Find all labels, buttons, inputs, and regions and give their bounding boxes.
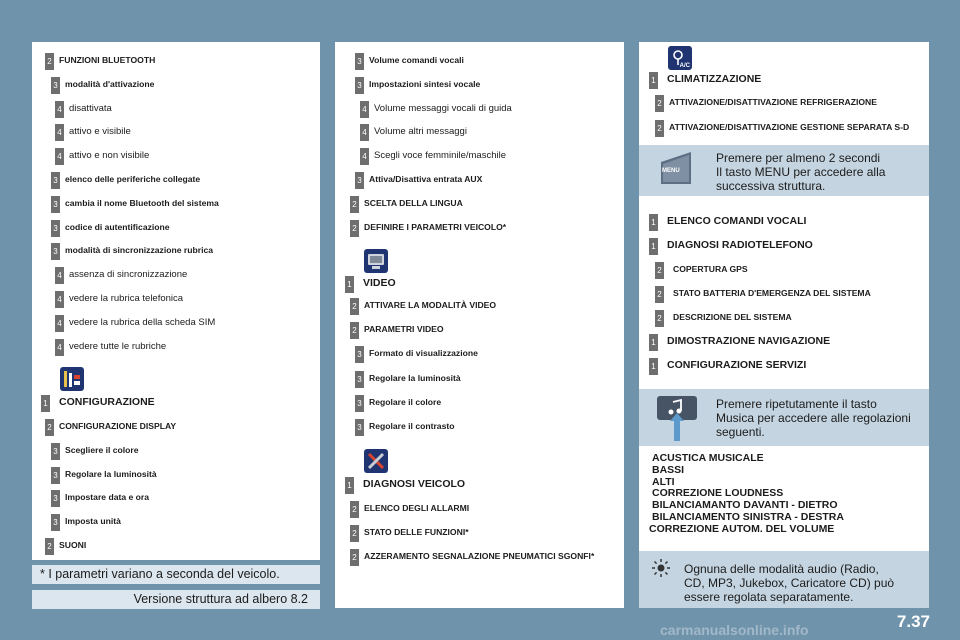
level-badge: 2 <box>655 286 664 303</box>
menu-label: STATO BATTERIA D'EMERGENZA DEL SISTEMA <box>673 288 871 298</box>
level-badge: 1 <box>649 238 658 255</box>
level-badge: 2 <box>350 220 359 237</box>
menu-label: Volume messaggi vocali di guida <box>374 102 512 114</box>
menu-label: Volume altri messaggi <box>374 126 467 138</box>
menu-label: SUONI <box>59 540 87 550</box>
menu-label: DIAGNOSI RADIOTELEFONO <box>667 239 813 251</box>
level-badge: 3 <box>355 419 364 436</box>
level-badge: 1 <box>649 358 658 375</box>
level-badge: 4 <box>55 124 64 141</box>
menu-label: Impostazioni sintesi vocale <box>369 78 481 89</box>
menu-label: Regolare il contrasto <box>369 421 455 431</box>
menu-label: Imposta unità <box>65 516 121 527</box>
menu-label: vedere tutte le rubriche <box>69 340 167 352</box>
audio-setting-item: CORREZIONE AUTOM. DEL VOLUME <box>649 522 835 535</box>
menu-label: Impostare data e ora <box>65 492 150 503</box>
level-badge: 2 <box>350 525 359 542</box>
level-badge: 1 <box>345 477 354 494</box>
menu-label: modalità d'attivazione <box>65 78 155 89</box>
menu-label: DEFINIRE I PARAMETRI VEICOLO* <box>364 221 507 232</box>
menu-label: ATTIVAZIONE/DISATTIVAZIONE GESTIONE SEPARATA S-D <box>669 121 910 132</box>
menu-label: FUNZIONI BLUETOOTH <box>59 55 156 65</box>
level-badge: 3 <box>355 172 364 189</box>
music-key-icon <box>655 393 699 443</box>
menu-label: codice di autentificazione <box>65 221 170 232</box>
level-badge: 4 <box>55 315 64 332</box>
menu-label: SCELTA DELLA LINGUA <box>364 197 463 208</box>
menu-label: PARAMETRI VIDEO <box>364 324 444 335</box>
menu-label: Regolare la luminosità <box>65 468 157 479</box>
menu-label: STATO DELLE FUNZIONI* <box>364 527 469 537</box>
menu-label: ATTIVARE LA MODALITÀ VIDEO <box>364 300 497 310</box>
level-badge: 2 <box>655 120 664 137</box>
level-badge: 1 <box>649 334 658 351</box>
menu-note-line3: successiva struttura. <box>716 179 826 193</box>
level-badge: 3 <box>51 77 60 94</box>
menu-label: Scegliere il colore <box>65 444 139 455</box>
level-badge: 2 <box>655 262 664 279</box>
sun-note-text <box>684 562 894 604</box>
menu-label: ELENCO COMANDI VOCALI <box>667 215 807 227</box>
level-badge: 4 <box>55 291 64 308</box>
menu-label: DIMOSTRAZIONE NAVIGAZIONE <box>667 335 831 347</box>
version-label: Versione struttura ad albero 8.2 <box>32 590 320 609</box>
menu-label: Formato di visualizzazione <box>369 348 478 359</box>
audio-setting-item: BILANCIAMANTO DAVANTI - DIETRO <box>652 499 838 512</box>
menu-label: CONFIGURAZIONE DISPLAY <box>59 421 177 431</box>
audio-setting-item: BASSI <box>652 463 685 476</box>
level-badge: 1 <box>649 214 658 231</box>
menu-label: COPERTURA GPS <box>673 264 748 274</box>
menu-label: Scegli voce femminile/maschile <box>374 150 506 162</box>
ac-label: A/C <box>679 63 690 69</box>
audio-setting-item: BILANCIAMENTO SINISTRA - DESTRA <box>652 511 844 523</box>
menu-label: disattivata <box>69 102 112 114</box>
level-badge: 2 <box>350 196 359 213</box>
menu-label: Regolare il colore <box>369 396 442 407</box>
level-badge: 4 <box>55 267 64 284</box>
level-badge: 3 <box>51 443 60 460</box>
level-badge: 3 <box>51 514 60 531</box>
level-badge: 2 <box>655 95 664 112</box>
level-badge: 2 <box>350 549 359 566</box>
menu-key-icon <box>657 148 695 188</box>
menu-label: vedere la rubrica telefonica <box>69 293 184 304</box>
music-note-line2: Musica per accedere alle regolazioni <box>716 411 911 425</box>
level-badge: 4 <box>55 101 64 118</box>
menu-label: CONFIGURAZIONE SERVIZI <box>667 359 807 371</box>
menu-label: attivo e non visibile <box>69 150 150 162</box>
climate-ac-icon <box>668 46 692 70</box>
level-badge: 3 <box>51 172 60 189</box>
menu-label: cambia il nome Bluetooth del sistema <box>65 197 219 208</box>
menu-label: assenza di sincronizzazione <box>69 269 188 281</box>
menu-label: elenco delle periferiche collegate <box>65 174 201 184</box>
footnote: * I parametri variano a seconda del veicolo. <box>32 565 320 584</box>
menu-label: CLIMATIZZAZIONE <box>667 73 762 85</box>
level-badge: 3 <box>51 490 60 507</box>
level-badge: 1 <box>649 72 658 89</box>
level-badge: 4 <box>360 148 369 165</box>
menu-label: AZZERAMENTO SEGNALAZIONE PNEUMATICI SGONFI* <box>364 551 595 561</box>
music-note-text <box>716 397 911 439</box>
level-badge: 2 <box>655 310 664 327</box>
level-badge: 2 <box>350 501 359 518</box>
watermark: carmanualsonline.info <box>660 622 809 638</box>
menu-label: CONFIGURAZIONE <box>59 396 155 408</box>
level-badge: 3 <box>355 77 364 94</box>
page-number: 7.37 <box>896 612 930 631</box>
level-badge: 4 <box>55 339 64 356</box>
menu-label: DIAGNOSI VEICOLO <box>363 478 466 490</box>
level-badge: 4 <box>360 124 369 141</box>
level-badge: 2 <box>45 419 54 436</box>
level-badge: 2 <box>350 298 359 315</box>
music-note-line3: seguenti. <box>716 425 765 439</box>
level-badge: 4 <box>360 101 369 118</box>
level-badge: 3 <box>355 53 364 70</box>
sun-note-line3: essere regolata separatamente. <box>684 590 854 604</box>
config-tools-icon <box>60 367 84 391</box>
menu-label: VIDEO <box>363 277 396 289</box>
level-badge: 3 <box>51 220 60 237</box>
level-badge: 2 <box>45 53 54 70</box>
menu-note-text <box>716 151 885 193</box>
wrench-screwdriver-icon <box>364 449 388 473</box>
menu-label: ELENCO DEGLI ALLARMI <box>364 503 470 513</box>
menu-note-line2: Il tasto MENU per accedere alla <box>716 165 886 179</box>
sun-note-line1: Ognuna delle modalità audio (Radio, <box>684 562 879 576</box>
menu-label: modalità di sincronizzazione rubrica <box>65 245 214 256</box>
menu-label: Volume comandi vocali <box>369 55 464 65</box>
menu-label: ATTIVAZIONE/DISATTIVAZIONE REFRIGERAZIONE <box>669 97 877 107</box>
level-badge: 3 <box>355 371 364 388</box>
level-badge: 1 <box>41 395 50 412</box>
music-note-line1: Premere ripetutamente il tasto <box>716 397 877 411</box>
audio-setting-item: ALTI <box>652 475 675 488</box>
menu-label: Attiva/Disattiva entrata AUX <box>369 174 483 184</box>
audio-setting-item: CORREZIONE LOUDNESS <box>652 487 784 500</box>
sun-note-line2: CD, MP3, Jukebox, Caricatore CD) può <box>684 576 895 590</box>
level-badge: 3 <box>51 243 60 260</box>
audio-setting-item: ACUSTICA MUSICALE <box>652 452 764 464</box>
menu-key-label: MENU <box>662 168 680 174</box>
level-badge: 3 <box>51 467 60 484</box>
menu-label: DESCRIZIONE DEL SISTEMA <box>673 312 792 322</box>
video-icon <box>364 249 388 273</box>
level-badge: 3 <box>355 395 364 412</box>
level-badge: 2 <box>350 322 359 339</box>
level-badge: 1 <box>345 276 354 293</box>
menu-label: Regolare la luminosità <box>369 372 461 383</box>
level-badge: 3 <box>51 196 60 213</box>
level-badge: 2 <box>45 538 54 555</box>
level-badge: 4 <box>55 148 64 165</box>
menu-label: attivo e visibile <box>69 126 131 138</box>
menu-note-line1: Premere per almeno 2 secondi <box>716 151 881 165</box>
level-badge: 3 <box>355 346 364 363</box>
sun-icon <box>651 558 671 578</box>
menu-label: vedere la rubrica della scheda SIM <box>69 316 216 328</box>
